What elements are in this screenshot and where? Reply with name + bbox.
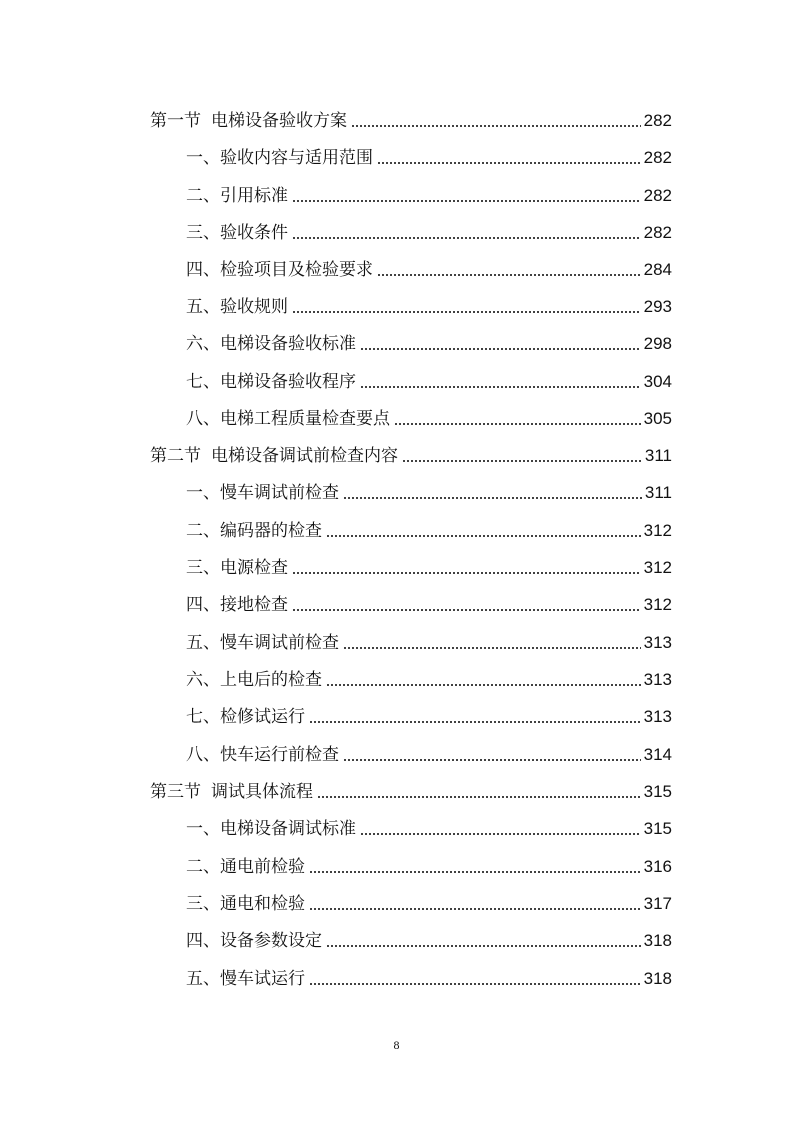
- toc-entry: [186, 329, 672, 355]
- toc-entry: [186, 218, 672, 244]
- toc-entry-title: 慢车试运行: [220, 969, 305, 989]
- toc-entry-title: 通电和检验: [220, 894, 305, 914]
- toc-dot-leader: [343, 759, 641, 761]
- toc-dot-leader: [343, 497, 642, 499]
- toc-entry-number: 四、: [186, 260, 220, 280]
- toc-dot-leader: [292, 609, 641, 611]
- toc-entry-number: 三、: [186, 894, 220, 914]
- toc-entry-page: 312: [643, 558, 672, 577]
- toc-dot-leader: [309, 871, 641, 873]
- toc-entry-page: 304: [643, 372, 672, 391]
- toc-entry-page: 305: [643, 409, 672, 428]
- toc-entry: [186, 367, 672, 393]
- toc-entry-title: 检验项目及检验要求: [220, 260, 373, 280]
- toc-entry: [186, 628, 672, 654]
- toc-entry: [186, 814, 672, 840]
- toc-entry-title: 电梯设备验收程序: [220, 372, 356, 392]
- toc-dot-leader: [360, 833, 641, 835]
- toc-dot-leader: [377, 162, 641, 164]
- toc-entry: [186, 404, 672, 430]
- toc-entry: [186, 926, 672, 952]
- toc-dot-leader: [309, 983, 641, 985]
- toc-entry-title: 上电后的检查: [220, 670, 322, 690]
- toc-entry-title: 慢车调试前检查: [220, 483, 339, 503]
- toc-dot-leader: [402, 460, 642, 462]
- toc-entry-page: 284: [643, 260, 672, 279]
- toc-entry-page: 313: [643, 707, 672, 726]
- toc-entry-page: 282: [643, 223, 672, 242]
- toc-entry-number: 七、: [186, 707, 220, 727]
- toc-dot-leader: [326, 945, 641, 947]
- toc-entry: [186, 889, 672, 915]
- toc-entry-page: 311: [644, 446, 672, 465]
- toc-entry-number: 五、: [186, 297, 220, 317]
- toc-entry-number: 八、: [186, 745, 220, 765]
- toc-entry-page: 313: [643, 633, 672, 652]
- toc-entry: [186, 181, 672, 207]
- toc-entry-number: 五、: [186, 633, 220, 653]
- toc-entry-number: 四、: [186, 931, 220, 951]
- toc-entry-page: 298: [643, 334, 672, 353]
- toc-dot-leader: [292, 311, 641, 313]
- toc-entry-page: 316: [643, 857, 672, 876]
- toc-entry-title: 通电前检验: [220, 857, 305, 877]
- toc-entry: [186, 852, 672, 878]
- toc-dot-leader: [326, 535, 641, 537]
- toc-entry-page: 317: [643, 894, 672, 913]
- toc-entry-title: 电梯工程质量检查要点: [220, 409, 390, 429]
- toc-entry-number: 第三节: [150, 782, 201, 802]
- toc-entry-title: 电源检查: [220, 558, 288, 578]
- toc-entry-title: 检修试运行: [220, 707, 305, 727]
- toc-dot-leader: [360, 386, 641, 388]
- toc-entry-page: 314: [643, 745, 672, 764]
- toc-entry-page: 312: [643, 521, 672, 540]
- toc-entry-title: 验收内容与适用范围: [220, 148, 373, 168]
- toc-dot-leader: [326, 684, 641, 686]
- toc-entry: [186, 255, 672, 281]
- toc-entry-title: 电梯设备验收标准: [220, 334, 356, 354]
- toc-dot-leader: [343, 647, 641, 649]
- toc-entry-number: 第一节: [150, 111, 201, 131]
- page-number: 8: [393, 1038, 400, 1052]
- toc-entry-page: 293: [643, 297, 672, 316]
- toc-dot-leader: [351, 125, 641, 127]
- toc-entry-section: [150, 777, 672, 803]
- toc-dot-leader: [309, 721, 641, 723]
- toc-entry-number: 一、: [186, 819, 220, 839]
- toc-entry: [186, 292, 672, 318]
- toc-entry-page: 315: [643, 819, 672, 838]
- toc-entry-number: 四、: [186, 595, 220, 615]
- toc-entry-title: 电梯设备调试前检查内容: [211, 446, 398, 466]
- toc-entry-title: 调试具体流程: [211, 782, 313, 802]
- toc-entry-number: 七、: [186, 372, 220, 392]
- toc-entry-page: 315: [643, 782, 672, 801]
- toc-entry-page: 311: [644, 483, 672, 502]
- toc-entry: [186, 478, 672, 504]
- toc-entry-number: 二、: [186, 857, 220, 877]
- toc-entry-number: 六、: [186, 334, 220, 354]
- toc-entry-number: 五、: [186, 969, 220, 989]
- toc-entry-title: 编码器的检查: [220, 521, 322, 541]
- toc-entry-number: 三、: [186, 558, 220, 578]
- toc-entry-page: 282: [643, 186, 672, 205]
- toc-dot-leader: [292, 237, 641, 239]
- toc-entry: [186, 964, 672, 990]
- toc-entry-number: 二、: [186, 186, 220, 206]
- toc-entry-number: 三、: [186, 223, 220, 243]
- toc-entry: [186, 740, 672, 766]
- toc-entry-title: 电梯设备验收方案: [211, 111, 347, 131]
- toc-dot-leader: [394, 423, 641, 425]
- toc-dot-leader: [309, 908, 641, 910]
- toc-entry: [186, 553, 672, 579]
- toc-entry-page: 318: [643, 931, 672, 950]
- toc-entry-number: 六、: [186, 670, 220, 690]
- toc-entry-title: 电梯设备调试标准: [220, 819, 356, 839]
- toc-entry-number: 八、: [186, 409, 220, 429]
- toc-entry: [186, 516, 672, 542]
- toc-entry: [186, 590, 672, 616]
- toc-entry-number: 二、: [186, 521, 220, 541]
- toc-dot-leader: [360, 348, 641, 350]
- toc-entry-number: 第二节: [150, 446, 201, 466]
- toc-entry-title: 验收条件: [220, 223, 288, 243]
- toc-dot-leader: [377, 274, 641, 276]
- toc-entry-page: 318: [643, 969, 672, 988]
- toc-entry-title: 接地检查: [220, 595, 288, 615]
- toc-entry-title: 验收规则: [220, 297, 288, 317]
- toc-entry-title: 慢车调试前检查: [220, 633, 339, 653]
- toc-entry: [186, 665, 672, 691]
- toc-entry-title: 设备参数设定: [220, 931, 322, 951]
- toc-entry-page: 282: [643, 111, 672, 130]
- toc-dot-leader: [292, 572, 641, 574]
- toc-entry-title: 引用标准: [220, 186, 288, 206]
- toc-dot-leader: [317, 796, 641, 798]
- toc-entry-page: 312: [643, 595, 672, 614]
- toc-entry-section: [150, 441, 672, 467]
- toc-dot-leader: [292, 200, 641, 202]
- toc-entry-section: [150, 106, 672, 132]
- toc-entry-number: 一、: [186, 148, 220, 168]
- toc-entry-page: 282: [643, 148, 672, 167]
- toc-entry: [186, 143, 672, 169]
- toc-entry-page: 313: [643, 670, 672, 689]
- toc-entry-title: 快车运行前检查: [220, 745, 339, 765]
- toc-entry: [186, 702, 672, 728]
- toc-entry-number: 一、: [186, 483, 220, 503]
